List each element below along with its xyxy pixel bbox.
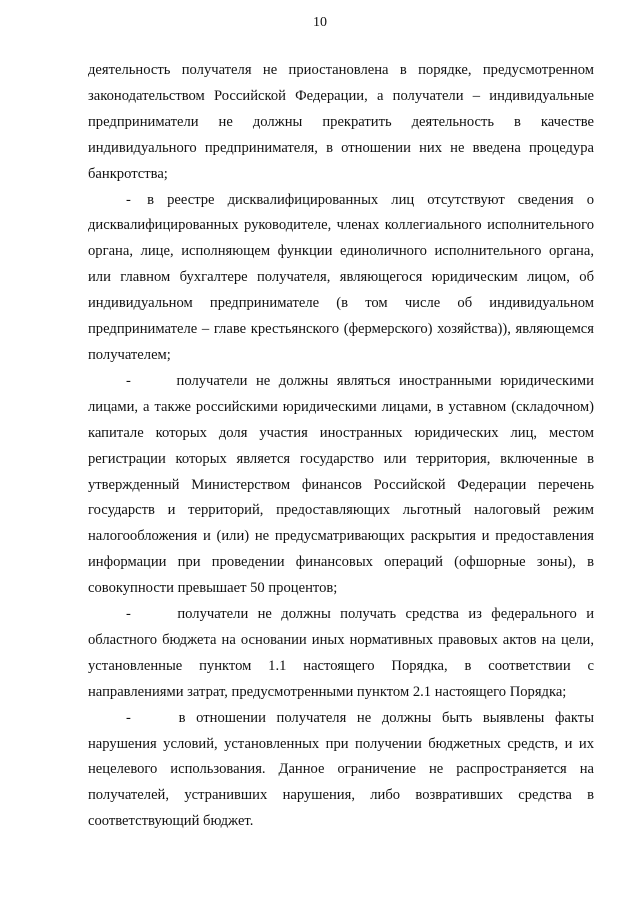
paragraph-continuation	[88, 58, 594, 188]
list-bullet: -	[126, 606, 131, 623]
list-item-violations	[88, 706, 594, 836]
paragraph-text: получатели не должны являться иностранными юридическими лицами, а также российскими юридическими лицами, в уставном (складочном) капитале которых доля участия иностранных юридических лиц, местом регистрации которых является государство или территория, включенные в утвержденный Министерством финансов Российской Федерации перечень государств и территорий, предоставляющих льготный налоговый режим налогообложения и (или) не предусматривающих раскрытия и предоставления информации при проведении финансовых операций (офшорные зоны), в совокупности превышает 50 процентов;	[88, 372, 594, 597]
paragraph-text: получатели не должны получать средства из федерального и областного бюджета на основании иных нормативных правовых актов на цели, установленные пунктом 1.1 настоящего Порядка, в соответствии с направлениями затрат, предусмотренными пунктом 2.1 настоящего Порядка;	[88, 606, 594, 700]
list-bullet: -	[126, 709, 131, 726]
list-item-disqualified-registry	[88, 188, 594, 369]
page-number: 10	[313, 15, 327, 30]
paragraph-text: в отношении получателя не должны быть выявлены факты нарушения условий, установленных при получении бюджетных средств, и их нецелевого использования. Данное ограничение не распространяется на получателей, устранивших нарушения, либо возвративших средства в соответствующий бюджет.	[88, 709, 594, 830]
paragraph-text: в реестре дисквалифицированных лиц отсутствуют сведения о дисквалифицированных руководителе, членах коллегиального исполнительного органа, лице, исполняющем функции единоличного исполнительного органа, или главном бухгалтере получателя, являющегося юридическим лицом, об индивидуальном предпринимателе (в том числе об индивидуальном предпринимателе – главе крестьянского (фермерского) хозяйства)), являющемся получателем;	[88, 191, 594, 363]
list-item-foreign-entities	[88, 369, 594, 602]
paragraph-text: деятельность получателя не приостановлена в порядке, предусмотренном законодательством Российской Федерации, а получатели – индивидуальные предприниматели не должны прекратить деятельность в качестве индивидуального предпринимателя, в отношении них не введена процедура банкротства;	[88, 62, 594, 182]
list-item-other-budget-funds	[88, 602, 594, 706]
document-body	[88, 58, 594, 835]
list-bullet: -	[126, 191, 131, 208]
list-bullet: -	[126, 372, 131, 389]
